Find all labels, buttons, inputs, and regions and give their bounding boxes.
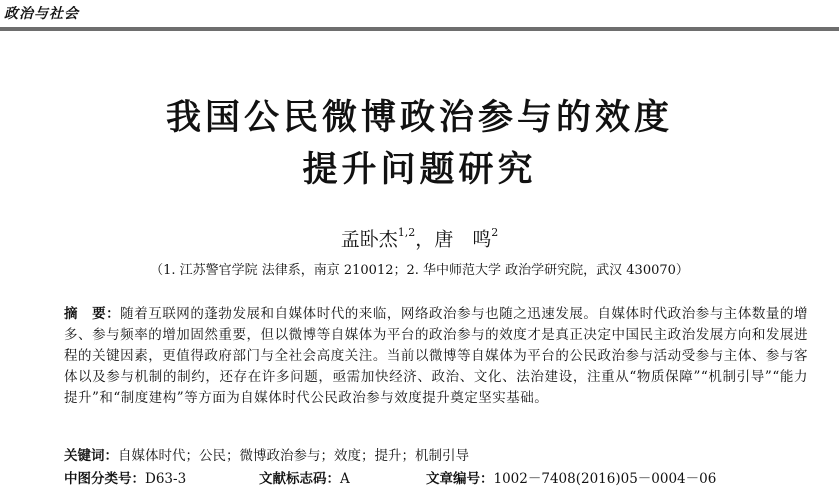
- doc-code-label: 文献标志码：: [259, 471, 340, 487]
- article-number-value: 1002－7408(2016)05－0004－06: [493, 471, 717, 487]
- clc-value: D63-3: [145, 471, 187, 487]
- document-code: [259, 470, 350, 488]
- author-separator: ，: [415, 228, 435, 251]
- abstract-label: 摘 要：: [64, 306, 121, 322]
- author-line: [0, 222, 839, 252]
- author-2-affil-marker: 2: [491, 226, 499, 239]
- header-rule: [0, 27, 839, 31]
- clc-number: [64, 470, 186, 488]
- abstract-text: 随着互联网的蓬勃发展和自媒体时代的来临，网络政治参与也随之迅速发展。自媒体时代政治参与主体数量的增多、参与频率的增加固然重要，但以微博等自媒体为平台的政治参与的效度才是真正决定中国民主政治发展方向和发展进程的关键因素，更值得政府部门与全社会高度关注。当前以微博等自媒体为平台的公民政治参与活动受参与主体、参与客体以及参与机制的制约，还存在许多问题，亟需加快经济、政治、文化、法治建设，注重从“物质保障”“机制引导”“能力提升”和“制度建构”等方面为自媒体时代公民政治参与效度提升奠定坚实基础。: [64, 306, 809, 406]
- title-line-2: 提升问题研究: [302, 150, 537, 190]
- doc-code-value: A: [340, 471, 350, 487]
- clc-label: 中图分类号：: [64, 471, 145, 487]
- abstract: [64, 304, 808, 409]
- author-2-name: 唐 鸣: [434, 228, 492, 251]
- title-line-1: 我国公民微博政治参与的效度: [165, 98, 673, 138]
- article-number: [426, 470, 716, 488]
- section-title: 政治与社会: [4, 6, 79, 22]
- author-1-name: 孟卧杰: [340, 228, 398, 251]
- page-header: [0, 0, 839, 30]
- keywords-text: 自媒体时代；公民；微博政治参与；效度；提升；机制引导: [118, 448, 469, 464]
- keywords: [64, 447, 824, 465]
- keywords-label: 关键词：: [64, 448, 118, 464]
- article-number-label: 文章编号：: [426, 471, 494, 487]
- affiliations: （1. 江苏警官学院 法律系，南京 210012；2. 华中师范大学 政治学研究院，武汉 430070）: [150, 263, 689, 278]
- author-1-affil-marker: 1,2: [397, 226, 416, 239]
- paper-title: [0, 92, 839, 196]
